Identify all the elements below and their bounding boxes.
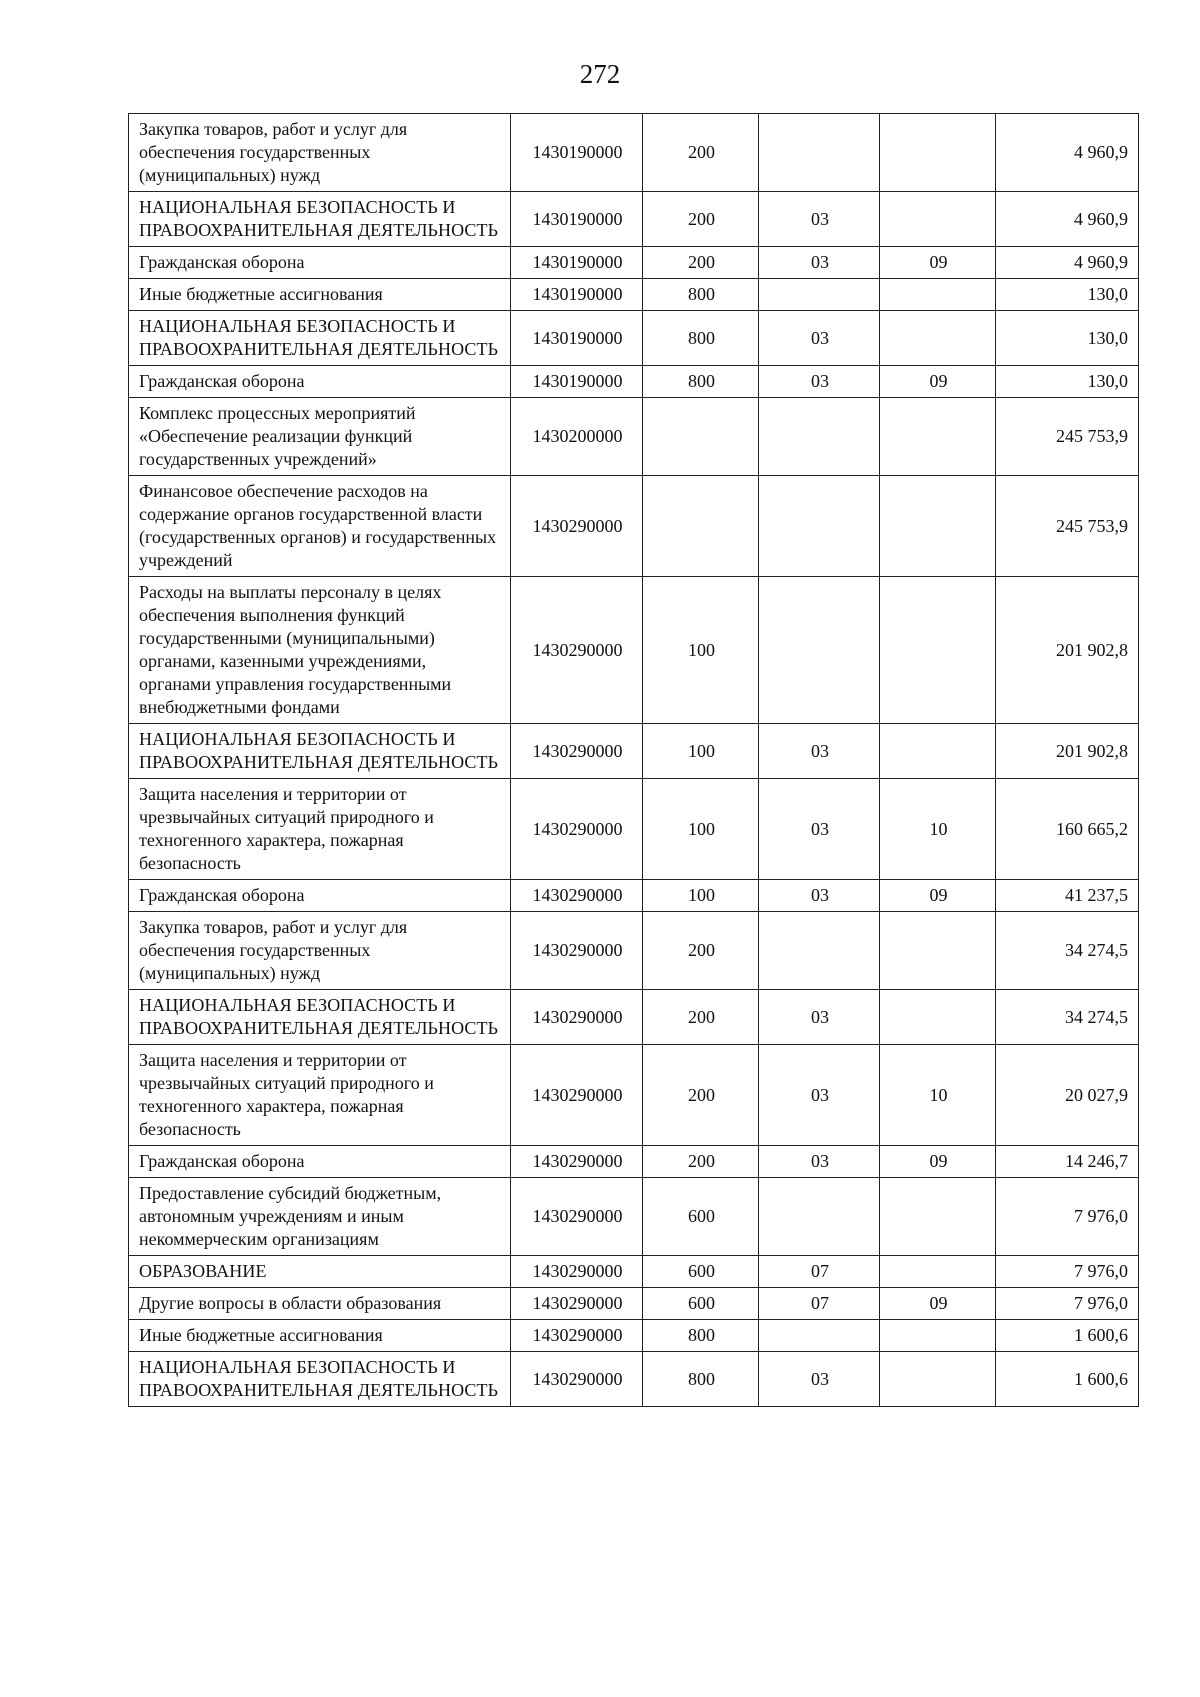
row-target-article: 1430190000 xyxy=(511,366,643,398)
table-row xyxy=(129,1045,1139,1146)
row-amount: 14 246,7 xyxy=(996,1146,1139,1178)
row-name: НАЦИОНАЛЬНАЯ БЕЗОПАСНОСТЬ И ПРАВООХРАНИТЕЛЬНАЯ ДЕЯТЕЛЬНОСТЬ xyxy=(129,311,511,366)
row-expense-type: 200 xyxy=(643,114,759,192)
row-subsection: 09 xyxy=(880,366,996,398)
row-section xyxy=(759,912,880,990)
row-subsection xyxy=(880,577,996,724)
row-target-article: 1430290000 xyxy=(511,880,643,912)
row-name: Иные бюджетные ассигнования xyxy=(129,1320,511,1352)
row-name: Финансовое обеспечение расходов на содержание органов государственной власти (государственных органов) и государственных учреждений xyxy=(129,476,511,577)
row-expense-type: 800 xyxy=(643,366,759,398)
row-amount: 20 027,9 xyxy=(996,1045,1139,1146)
row-amount: 4 960,9 xyxy=(996,114,1139,192)
row-name: Защита населения и территории от чрезвычайных ситуаций природного и техногенного характера, пожарная безопасность xyxy=(129,779,511,880)
row-section: 03 xyxy=(759,724,880,779)
table-row xyxy=(129,990,1139,1045)
table-row xyxy=(129,724,1139,779)
page-number: 272 xyxy=(579,59,621,89)
row-section xyxy=(759,114,880,192)
row-section xyxy=(759,279,880,311)
table-row xyxy=(129,279,1139,311)
row-expense-type: 200 xyxy=(643,990,759,1045)
row-amount: 1 600,6 xyxy=(996,1320,1139,1352)
table-row xyxy=(129,1352,1139,1407)
row-amount: 4 960,9 xyxy=(996,247,1139,279)
table-row xyxy=(129,192,1139,247)
row-subsection xyxy=(880,990,996,1045)
row-section: 03 xyxy=(759,311,880,366)
row-subsection xyxy=(880,1320,996,1352)
row-expense-type: 600 xyxy=(643,1178,759,1256)
row-amount: 201 902,8 xyxy=(996,724,1139,779)
row-section: 03 xyxy=(759,990,880,1045)
table-row xyxy=(129,1320,1139,1352)
row-section: 03 xyxy=(759,1045,880,1146)
row-section xyxy=(759,577,880,724)
row-target-article: 1430290000 xyxy=(511,476,643,577)
row-target-article: 1430290000 xyxy=(511,1146,643,1178)
row-target-article: 1430290000 xyxy=(511,779,643,880)
table-row xyxy=(129,476,1139,577)
row-target-article: 1430290000 xyxy=(511,1178,643,1256)
row-name: Закупка товаров, работ и услуг для обеспечения государственных (муниципальных) нужд xyxy=(129,114,511,192)
row-target-article: 1430290000 xyxy=(511,912,643,990)
row-expense-type xyxy=(643,398,759,476)
row-subsection xyxy=(880,724,996,779)
row-target-article: 1430290000 xyxy=(511,990,643,1045)
row-subsection: 09 xyxy=(880,1288,996,1320)
table-row xyxy=(129,311,1139,366)
row-section: 07 xyxy=(759,1256,880,1288)
row-expense-type: 600 xyxy=(643,1288,759,1320)
row-expense-type: 800 xyxy=(643,1352,759,1407)
row-target-article: 1430190000 xyxy=(511,247,643,279)
row-subsection xyxy=(880,476,996,577)
row-amount: 7 976,0 xyxy=(996,1178,1139,1256)
row-subsection xyxy=(880,1256,996,1288)
row-subsection: 10 xyxy=(880,1045,996,1146)
row-amount: 34 274,5 xyxy=(996,912,1139,990)
row-expense-type: 100 xyxy=(643,779,759,880)
row-name: ОБРАЗОВАНИЕ xyxy=(129,1256,511,1288)
row-name: НАЦИОНАЛЬНАЯ БЕЗОПАСНОСТЬ И ПРАВООХРАНИТЕЛЬНАЯ ДЕЯТЕЛЬНОСТЬ xyxy=(129,724,511,779)
row-amount: 41 237,5 xyxy=(996,880,1139,912)
row-amount: 130,0 xyxy=(996,311,1139,366)
budget-table xyxy=(128,113,1139,1407)
table-row xyxy=(129,880,1139,912)
row-name: Комплекс процессных мероприятий «Обеспечение реализации функций государственных учреждений» xyxy=(129,398,511,476)
row-name: НАЦИОНАЛЬНАЯ БЕЗОПАСНОСТЬ И ПРАВООХРАНИТЕЛЬНАЯ ДЕЯТЕЛЬНОСТЬ xyxy=(129,990,511,1045)
row-name: Гражданская оборона xyxy=(129,247,511,279)
row-target-article: 1430290000 xyxy=(511,1045,643,1146)
table-row xyxy=(129,1146,1139,1178)
row-section xyxy=(759,1178,880,1256)
row-name: Гражданская оборона xyxy=(129,880,511,912)
row-target-article: 1430290000 xyxy=(511,577,643,724)
row-subsection xyxy=(880,912,996,990)
table-row xyxy=(129,1256,1139,1288)
row-section: 03 xyxy=(759,247,880,279)
row-section: 03 xyxy=(759,779,880,880)
row-expense-type: 100 xyxy=(643,724,759,779)
row-expense-type: 200 xyxy=(643,1146,759,1178)
budget-table-body xyxy=(129,114,1139,1407)
row-target-article: 1430190000 xyxy=(511,279,643,311)
row-subsection xyxy=(880,1352,996,1407)
row-subsection: 09 xyxy=(880,880,996,912)
row-target-article: 1430190000 xyxy=(511,311,643,366)
table-row xyxy=(129,1288,1139,1320)
row-subsection: 09 xyxy=(880,247,996,279)
row-subsection xyxy=(880,192,996,247)
row-target-article: 1430290000 xyxy=(511,1352,643,1407)
row-subsection xyxy=(880,398,996,476)
row-expense-type: 600 xyxy=(643,1256,759,1288)
row-name: Закупка товаров, работ и услуг для обеспечения государственных (муниципальных) нужд xyxy=(129,912,511,990)
row-amount: 34 274,5 xyxy=(996,990,1139,1045)
row-section: 03 xyxy=(759,880,880,912)
row-subsection xyxy=(880,279,996,311)
row-expense-type: 200 xyxy=(643,192,759,247)
row-target-article: 1430290000 xyxy=(511,724,643,779)
row-expense-type: 100 xyxy=(643,577,759,724)
row-amount: 7 976,0 xyxy=(996,1288,1139,1320)
row-name: Иные бюджетные ассигнования xyxy=(129,279,511,311)
row-name: Гражданская оборона xyxy=(129,366,511,398)
row-section: 03 xyxy=(759,1146,880,1178)
row-name: Защита населения и территории от чрезвычайных ситуаций природного и техногенного характера, пожарная безопасность xyxy=(129,1045,511,1146)
row-name: НАЦИОНАЛЬНАЯ БЕЗОПАСНОСТЬ И ПРАВООХРАНИТЕЛЬНАЯ ДЕЯТЕЛЬНОСТЬ xyxy=(129,1352,511,1407)
row-expense-type: 200 xyxy=(643,912,759,990)
row-target-article: 1430290000 xyxy=(511,1320,643,1352)
row-expense-type xyxy=(643,476,759,577)
row-section: 03 xyxy=(759,1352,880,1407)
row-name: Предоставление субсидий бюджетным, автономным учреждениям и иным некоммерческим организациям xyxy=(129,1178,511,1256)
table-row xyxy=(129,577,1139,724)
table-row xyxy=(129,779,1139,880)
row-section: 07 xyxy=(759,1288,880,1320)
row-expense-type: 800 xyxy=(643,1320,759,1352)
row-amount: 130,0 xyxy=(996,279,1139,311)
row-subsection: 10 xyxy=(880,779,996,880)
table-row xyxy=(129,398,1139,476)
table-row xyxy=(129,1178,1139,1256)
row-section xyxy=(759,1320,880,1352)
table-row xyxy=(129,247,1139,279)
row-target-article: 1430200000 xyxy=(511,398,643,476)
row-subsection: 09 xyxy=(880,1146,996,1178)
row-name: Расходы на выплаты персоналу в целях обеспечения выполнения функций государственными (муниципальными) органами, казенными учреждениями, органами управления государственными внебюджетными фондами xyxy=(129,577,511,724)
row-amount: 4 960,9 xyxy=(996,192,1139,247)
row-target-article: 1430190000 xyxy=(511,192,643,247)
row-expense-type: 800 xyxy=(643,311,759,366)
row-section: 03 xyxy=(759,366,880,398)
row-section: 03 xyxy=(759,192,880,247)
row-amount: 7 976,0 xyxy=(996,1256,1139,1288)
row-subsection xyxy=(880,1178,996,1256)
row-amount: 1 600,6 xyxy=(996,1352,1139,1407)
row-name: НАЦИОНАЛЬНАЯ БЕЗОПАСНОСТЬ И ПРАВООХРАНИТЕЛЬНАЯ ДЕЯТЕЛЬНОСТЬ xyxy=(129,192,511,247)
row-amount: 130,0 xyxy=(996,366,1139,398)
row-section xyxy=(759,476,880,577)
table-row xyxy=(129,366,1139,398)
row-target-article: 1430290000 xyxy=(511,1256,643,1288)
row-expense-type: 200 xyxy=(643,1045,759,1146)
row-subsection xyxy=(880,311,996,366)
row-amount: 245 753,9 xyxy=(996,398,1139,476)
row-name: Гражданская оборона xyxy=(129,1146,511,1178)
row-expense-type: 200 xyxy=(643,247,759,279)
table-row xyxy=(129,114,1139,192)
row-target-article: 1430190000 xyxy=(511,114,643,192)
row-amount: 201 902,8 xyxy=(996,577,1139,724)
row-amount: 160 665,2 xyxy=(996,779,1139,880)
row-expense-type: 800 xyxy=(643,279,759,311)
row-subsection xyxy=(880,114,996,192)
row-target-article: 1430290000 xyxy=(511,1288,643,1320)
row-expense-type: 100 xyxy=(643,880,759,912)
row-section xyxy=(759,398,880,476)
row-name: Другие вопросы в области образования xyxy=(129,1288,511,1320)
row-amount: 245 753,9 xyxy=(996,476,1139,577)
table-row xyxy=(129,912,1139,990)
